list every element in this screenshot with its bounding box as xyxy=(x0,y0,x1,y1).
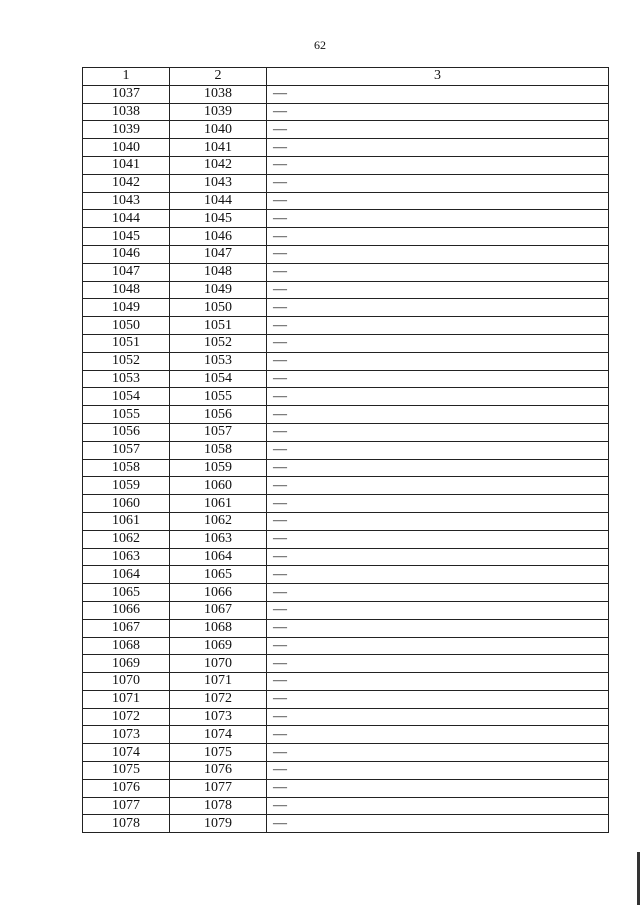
table-cell-col3: — xyxy=(267,601,609,619)
table-cell-col2: 1052 xyxy=(170,334,267,352)
table-row xyxy=(83,584,609,602)
table-cell-col3: — xyxy=(267,512,609,530)
table-cell-col2: 1040 xyxy=(170,121,267,139)
table-cell-col2: 1048 xyxy=(170,263,267,281)
table-row xyxy=(83,673,609,691)
table-cell-col2: 1039 xyxy=(170,103,267,121)
table-row xyxy=(83,566,609,584)
table-cell-col3: — xyxy=(267,103,609,121)
table-cell-col3: — xyxy=(267,566,609,584)
column-header-2: 2 xyxy=(170,68,267,86)
table-cell-col2: 1057 xyxy=(170,423,267,441)
table-cell-col2: 1066 xyxy=(170,584,267,602)
table-cell-col1: 1040 xyxy=(83,139,170,157)
table-cell-col2: 1047 xyxy=(170,245,267,263)
table-cell-col1: 1056 xyxy=(83,423,170,441)
table-cell-col1: 1057 xyxy=(83,441,170,459)
table-cell-col3: — xyxy=(267,655,609,673)
table-cell-col1: 1063 xyxy=(83,548,170,566)
table-row xyxy=(83,655,609,673)
table-cell-col3: — xyxy=(267,690,609,708)
table-cell-col2: 1077 xyxy=(170,779,267,797)
table-cell-col1: 1043 xyxy=(83,192,170,210)
table-cell-col1: 1058 xyxy=(83,459,170,477)
table-cell-col1: 1061 xyxy=(83,512,170,530)
table-cell-col1: 1064 xyxy=(83,566,170,584)
table-row xyxy=(83,779,609,797)
table-row xyxy=(83,815,609,833)
table-cell-col2: 1067 xyxy=(170,601,267,619)
table-cell-col2: 1073 xyxy=(170,708,267,726)
table-cell-col3: — xyxy=(267,619,609,637)
table-cell-col2: 1064 xyxy=(170,548,267,566)
table-row xyxy=(83,352,609,370)
table-row xyxy=(83,406,609,424)
table-row xyxy=(83,263,609,281)
table-cell-col3: — xyxy=(267,637,609,655)
table-cell-col1: 1042 xyxy=(83,174,170,192)
table-cell-col3: — xyxy=(267,174,609,192)
table-row xyxy=(83,744,609,762)
table-cell-col3: — xyxy=(267,406,609,424)
table-cell-col3: — xyxy=(267,139,609,157)
table-cell-col3: — xyxy=(267,245,609,263)
table-cell-col3: — xyxy=(267,779,609,797)
table-cell-col2: 1068 xyxy=(170,619,267,637)
table-cell-col3: — xyxy=(267,192,609,210)
table-cell-col1: 1070 xyxy=(83,673,170,691)
table-cell-col1: 1045 xyxy=(83,228,170,246)
table-cell-col2: 1044 xyxy=(170,192,267,210)
table-cell-col2: 1078 xyxy=(170,797,267,815)
table-cell-col3: — xyxy=(267,263,609,281)
table-cell-col1: 1062 xyxy=(83,530,170,548)
table-row xyxy=(83,334,609,352)
table-cell-col3: — xyxy=(267,530,609,548)
table-row xyxy=(83,762,609,780)
table-cell-col1: 1041 xyxy=(83,156,170,174)
table-cell-col1: 1078 xyxy=(83,815,170,833)
table-row xyxy=(83,495,609,513)
table-cell-col3: — xyxy=(267,744,609,762)
table-row xyxy=(83,459,609,477)
table-cell-col1: 1050 xyxy=(83,317,170,335)
table-cell-col3: — xyxy=(267,156,609,174)
table-cell-col1: 1069 xyxy=(83,655,170,673)
table-cell-col2: 1046 xyxy=(170,228,267,246)
table-cell-col2: 1058 xyxy=(170,441,267,459)
table-row xyxy=(83,85,609,103)
table-cell-col1: 1053 xyxy=(83,370,170,388)
table-cell-col2: 1050 xyxy=(170,299,267,317)
table-cell-col3: — xyxy=(267,352,609,370)
table-cell-col1: 1039 xyxy=(83,121,170,139)
table-cell-col3: — xyxy=(267,477,609,495)
table-row xyxy=(83,370,609,388)
table-cell-col3: — xyxy=(267,726,609,744)
table-cell-col1: 1065 xyxy=(83,584,170,602)
table-row xyxy=(83,139,609,157)
table-row xyxy=(83,245,609,263)
table-cell-col1: 1068 xyxy=(83,637,170,655)
table-cell-col3: — xyxy=(267,441,609,459)
table-cell-col1: 1075 xyxy=(83,762,170,780)
table-cell-col2: 1063 xyxy=(170,530,267,548)
table-row xyxy=(83,121,609,139)
table-cell-col2: 1062 xyxy=(170,512,267,530)
table-row xyxy=(83,103,609,121)
table-cell-col2: 1051 xyxy=(170,317,267,335)
table-row xyxy=(83,726,609,744)
table-cell-col2: 1053 xyxy=(170,352,267,370)
column-header-3: 3 xyxy=(267,68,609,86)
table-cell-col3: — xyxy=(267,548,609,566)
table-cell-col3: — xyxy=(267,459,609,477)
table-row xyxy=(83,388,609,406)
table-cell-col1: 1073 xyxy=(83,726,170,744)
table-row xyxy=(83,174,609,192)
table-cell-col3: — xyxy=(267,797,609,815)
table-cell-col1: 1038 xyxy=(83,103,170,121)
table-cell-col1: 1037 xyxy=(83,85,170,103)
table-cell-col2: 1043 xyxy=(170,174,267,192)
table-row xyxy=(83,317,609,335)
table-cell-col3: — xyxy=(267,762,609,780)
table-row xyxy=(83,690,609,708)
table-cell-col2: 1071 xyxy=(170,673,267,691)
table-cell-col1: 1077 xyxy=(83,797,170,815)
table-cell-col2: 1045 xyxy=(170,210,267,228)
table-cell-col2: 1042 xyxy=(170,156,267,174)
table-cell-col1: 1066 xyxy=(83,601,170,619)
table-cell-col2: 1056 xyxy=(170,406,267,424)
table-cell-col1: 1048 xyxy=(83,281,170,299)
table-cell-col3: — xyxy=(267,281,609,299)
table-cell-col2: 1059 xyxy=(170,459,267,477)
table-cell-col3: — xyxy=(267,423,609,441)
table-body xyxy=(83,85,609,832)
table-cell-col3: — xyxy=(267,334,609,352)
table-cell-col3: — xyxy=(267,584,609,602)
table-row xyxy=(83,512,609,530)
table-cell-col2: 1065 xyxy=(170,566,267,584)
table-cell-col3: — xyxy=(267,85,609,103)
table-cell-col1: 1072 xyxy=(83,708,170,726)
table-cell-col2: 1079 xyxy=(170,815,267,833)
table-cell-col1: 1060 xyxy=(83,495,170,513)
table-cell-col3: — xyxy=(267,299,609,317)
table-cell-col1: 1047 xyxy=(83,263,170,281)
table-row xyxy=(83,797,609,815)
table-row xyxy=(83,601,609,619)
table-header-row xyxy=(83,68,609,86)
table-row xyxy=(83,441,609,459)
table-cell-col3: — xyxy=(267,317,609,335)
table-cell-col2: 1049 xyxy=(170,281,267,299)
table-cell-col2: 1074 xyxy=(170,726,267,744)
table-row xyxy=(83,228,609,246)
table-row xyxy=(83,548,609,566)
table-cell-col3: — xyxy=(267,210,609,228)
table-cell-col3: — xyxy=(267,121,609,139)
table-cell-col3: — xyxy=(267,815,609,833)
table-row xyxy=(83,530,609,548)
table-cell-col1: 1044 xyxy=(83,210,170,228)
table-cell-col1: 1054 xyxy=(83,388,170,406)
table-cell-col2: 1061 xyxy=(170,495,267,513)
table-cell-col1: 1076 xyxy=(83,779,170,797)
table-row xyxy=(83,637,609,655)
table-row xyxy=(83,477,609,495)
table-cell-col3: — xyxy=(267,228,609,246)
table-cell-col2: 1054 xyxy=(170,370,267,388)
table-row xyxy=(83,156,609,174)
table-cell-col1: 1052 xyxy=(83,352,170,370)
table-cell-col1: 1055 xyxy=(83,406,170,424)
table-cell-col2: 1038 xyxy=(170,85,267,103)
table-cell-col2: 1055 xyxy=(170,388,267,406)
data-table xyxy=(82,67,609,833)
table-cell-col2: 1060 xyxy=(170,477,267,495)
table-row xyxy=(83,210,609,228)
table-row xyxy=(83,708,609,726)
table-row xyxy=(83,192,609,210)
table-cell-col1: 1071 xyxy=(83,690,170,708)
table-cell-col2: 1069 xyxy=(170,637,267,655)
table-cell-col2: 1075 xyxy=(170,744,267,762)
table-cell-col1: 1049 xyxy=(83,299,170,317)
table-cell-col1: 1046 xyxy=(83,245,170,263)
column-header-1: 1 xyxy=(83,68,170,86)
table-row xyxy=(83,281,609,299)
table-cell-col1: 1059 xyxy=(83,477,170,495)
table-cell-col1: 1067 xyxy=(83,619,170,637)
table-cell-col3: — xyxy=(267,388,609,406)
table-cell-col1: 1074 xyxy=(83,744,170,762)
table-cell-col3: — xyxy=(267,708,609,726)
table-cell-col3: — xyxy=(267,370,609,388)
table-row xyxy=(83,423,609,441)
table-cell-col2: 1041 xyxy=(170,139,267,157)
table-cell-col2: 1070 xyxy=(170,655,267,673)
table-cell-col3: — xyxy=(267,673,609,691)
page-number: 62 xyxy=(314,38,326,52)
table-cell-col3: — xyxy=(267,495,609,513)
table-row xyxy=(83,299,609,317)
table-cell-col2: 1076 xyxy=(170,762,267,780)
table-cell-col2: 1072 xyxy=(170,690,267,708)
table-row xyxy=(83,619,609,637)
table-cell-col1: 1051 xyxy=(83,334,170,352)
